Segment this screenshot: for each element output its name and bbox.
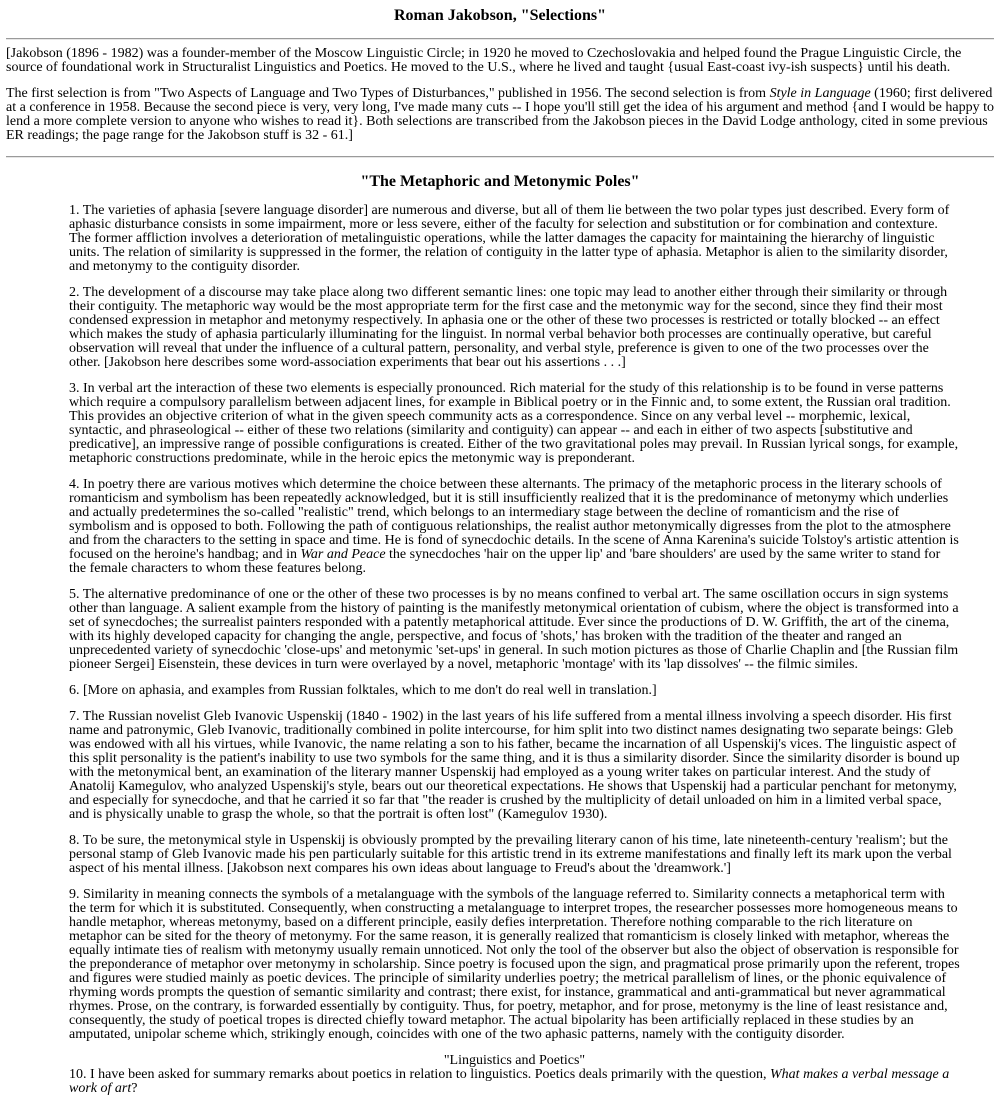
book-title: War and Peace [300, 547, 386, 562]
intro-paragraph-1: [Jakobson (1896 - 1982) was a founder-member of the Moscow Linguistic Circle; in 1920 he moved to Czechoslovakia and helped found the Prague Linguistic Circle, the source of foundational work in Structuralist Linguistics and Poetics. He moved to the U.S., where he lived and taught {usual East-coast ivy-ish suspects} until his death. [6, 46, 962, 75]
paragraph-text: 10. I have been asked for summary remarks about poetics in relation to linguistics. Poetics deals primarily with the question, [69, 1067, 771, 1082]
paragraph-text: ? [131, 1081, 138, 1096]
paragraph-6: 6. [More on aphasia, and examples from Russian folktales, which to me don't do real well in translation.] [69, 683, 657, 698]
subsection-title: "Linguistics and Poetics" [443, 1053, 586, 1068]
intro-text: (1960; first delivered at a conference in 1958. Because the second piece is very, very long, I've made many cuts -- I hope you'll still get the idea of his argument and method {and I would be happy to lend a more complete version to anyone who wishes to read it}. Both selections are transcribed from the Jakobson pieces in the David Lodge anthology, cited in some previous ER readings; the page range for the Jakobson stuff is 32 - 61.] [6, 86, 994, 143]
paragraph-2: 2. The development of a discourse may take place along two different semantic lines: one topic may lead to another either through their similarity or through their contiguity. The metaphoric way would be the most appropriate term for the first case and the metonymic way for the second, since they find their most condensed expression in metaphor and metonymy respectively. In aphasia one or the other of these two processes is restricted or totally blocked -- an effect which makes the study of aphasia particularly illuminating for the linguist. In normal verbal behavior both processes are continually operative, but careful observation will reveal that under the influence of a cultural pattern, personality, and verbal style, preference is given to one of the two processes over the other. [Jakobson here describes some word-association experiments that bear out his assertions . . .] [69, 285, 948, 370]
intro-text: The first selection is from "Two Aspects of Language and Two Types of Disturbances," published in 1956. The second selection is from [6, 86, 770, 101]
paragraph-text: 4. In poetry there are various motives which determine the choice between these alternants. The primacy of the metaphoric process in the literary schools of romanticism and symbolism has been repeatedly acknowledged, but it is still insufficiently realized that it is the predominance of metonymy which underlies and actually predetermines the so-called "realistic" trend, which belongs to an intermediary stage between the decline of romanticism and the rise of symbolism and is opposed to both. Following the path of contiguous relationships, the realist author metonymically digresses from the plot to the atmosphere and from the characters to the setting in space and time. He is fond of synecdochic details. In the scene of Anna Karenina's suicide Tolstoy's artistic attention is focused on the heroine's handbag; and in [69, 477, 959, 562]
paragraph-text: the synecdoches 'hair on the upper lip' and 'bare shoulders' are used by the same writer to stand for the female characters to whom these features belong. [69, 547, 941, 576]
intro-paragraph-2 [6, 87, 994, 143]
paragraph-8: 8. To be sure, the metonymical style in Uspenskij is obviously prompted by the prevailing literary canon of his time, late nineteenth-century 'realism'; but the personal stamp of Gleb Ivanovic made his pen particularly suitable for this artistic trend in its extreme manifestations and finally left its mark upon the verbal aspect of his mental illness. [Jakobson next compares his own ideas about language to Freud's about the 'dreamwork.'] [69, 833, 952, 876]
question-text: What makes a verbal message a work of art [69, 1067, 950, 1096]
intro-section [6, 47, 994, 143]
paragraph-10 [69, 1068, 960, 1096]
book-title: Style in Language [769, 86, 871, 101]
paragraph-4 [69, 478, 960, 576]
paragraph-7: 7. The Russian novelist Gleb Ivanovic Uspenskij (1840 - 1902) in the last years of his life suffered from a mental illness involving a speech disorder. His first name and patronymic, Gleb Ivanovic, traditionally combined in polite intercourse, for him split into two distinct names designating two separate beings: Gleb was endowed with all his virtues, while Ivanovic, the name relating a son to his father, became the incarnation of all Uspenskij's vices. The linguistic aspect of this split personality is the patient's inability to use two symbols for the same thing, and it is thus a similarity disorder. Since the similarity disorder is bound up with the metonymical bent, an examination of the literary manner Uspenskij had employed as a young writer takes on particular interest. And the study of Anatolij Kamegulov, who analyzed Uspenskij's style, bears out our theoretical expectations. He shows that Uspenskij had a particular penchant for metonymy, and especially for synecdoche, and that he carried it so far that "the reader is crushed by the multiplicity of detail unloaded on him in a limited verbal space, and is physically unable to grasp the whole, so that the portrait is often lost" (Kamegulov 1930). [69, 709, 960, 822]
page-title: Roman Jakobson, "Selections" [393, 7, 606, 24]
paragraph-3: 3. In verbal art the interaction of these two elements is especially pronounced. Rich material for the study of this relationship is to be found in verse patterns which require a compulsory parallelism between adjacent lines, for example in Biblical poetry or in the Finnic and, to some extent, the Russian oral tradition. This provides an objective criterion of what in the given speech community acts as a correspondence. Since on any verbal level -- morphemic, lexical, syntactic, and phraseological -- either of these two relations (similarity and contiguity) can appear -- and each in either of two aspects [substitutive and predicative], an impressive range of possible configurations is created. Either of the two gravitational poles may prevail. In Russian lyrical songs, for example, metaphoric constructions predominate, while in the heroic epics the metonymic way is preponderant. [69, 381, 959, 466]
paragraph-9: 9. Similarity in meaning connects the symbols of a metalanguage with the symbols of the language referred to. Similarity connects a metaphorical term with the term for which it is substituted. Consequently, when constructing a metalanguage to interpret tropes, the researcher possesses more homogeneous means to handle metaphor, whereas metonymy, based on a different principle, easily defies interpretation. Therefore nothing comparable to the rich literature on metaphor can be sited for the theory of metonymy. For the same reason, it is generally realized that romanticism is closely linked with metaphor, whereas the equally intimate ties of realism with metonymy usually remain unnoticed. Not only the tool of the observer but also the object of observation is responsible for the preponderance of metaphor over metonymy in scholarship. Since poetry is focused upon the sign, and pragmatical prose primarily upon the referent, tropes and figures were studied mainly as poetic devices. The principle of similarity underlies poetry; the metrical parallelism of lines, or the phonic equivalence of rhyming words prompts the question of semantic similarity and contrast; there exist, for instance, grammatical and anti-grammatical but never agrammatical rhymes. Prose, on the contrary, is forwarded essentially by contiguity. Thus, for poetry, metaphor, and for prose, metonymy is the line of least resistance and, consequently, the study of poetical tropes is directed chiefly toward metaphor. The actual bipolarity has been artificially replaced in these studies by an amputated, unipolar scheme which, strikingly enough, coincides with one of the two aphasic patterns, namely with the contiguity disorder. [69, 887, 960, 1042]
divider-top [6, 38, 994, 40]
article-body [6, 204, 994, 1096]
paragraph-5: 5. The alternative predominance of one or the other of these two processes is by no means confined to verbal art. The same oscillation occurs in sign systems other than language. A salient example from the history of painting is the manifestly metonymical orientation of cubism, where the object is transformed into a set of synecdoches; the surrealist painters responded with a patently metaphorical attitude. Ever since the productions of D. W. Griffith, the art of the cinema, with its highly developed capacity for changing the angle, perspective, and focus of 'shots,' has broken with the tradition of the theater and ranged an unprecedented variety of synecdochic 'close-ups' and metonymic 'set-ups' in general. In such motion pictures as those of Charlie Chaplin and [the Russian film pioneer Sergei] Eisenstein, these devices in turn were overlayed by a novel, metaphoric 'montage' with its 'lap dissolves' -- the filmic similes. [69, 587, 959, 672]
paragraph-1: 1. The varieties of aphasia [severe language disorder] are numerous and diverse, but all of them lie between the two polar types just described. Every form of aphasic disturbance consists in some impairment, more or less severe, either of the faculty for selection and substitution or for combination and contexture. The former affliction involves a deterioration of metalinguistic operations, while the latter damages the capacity for maintaining the hierarchy of linguistic units. The relation of similarity is suppressed in the former, the relation of contiguity in the latter type of aphasia. Metaphor is alien to the similarity disorder, and metonymy to the contiguity disorder. [69, 203, 950, 274]
section-title: "The Metaphoric and Metonymic Poles" [360, 173, 640, 190]
